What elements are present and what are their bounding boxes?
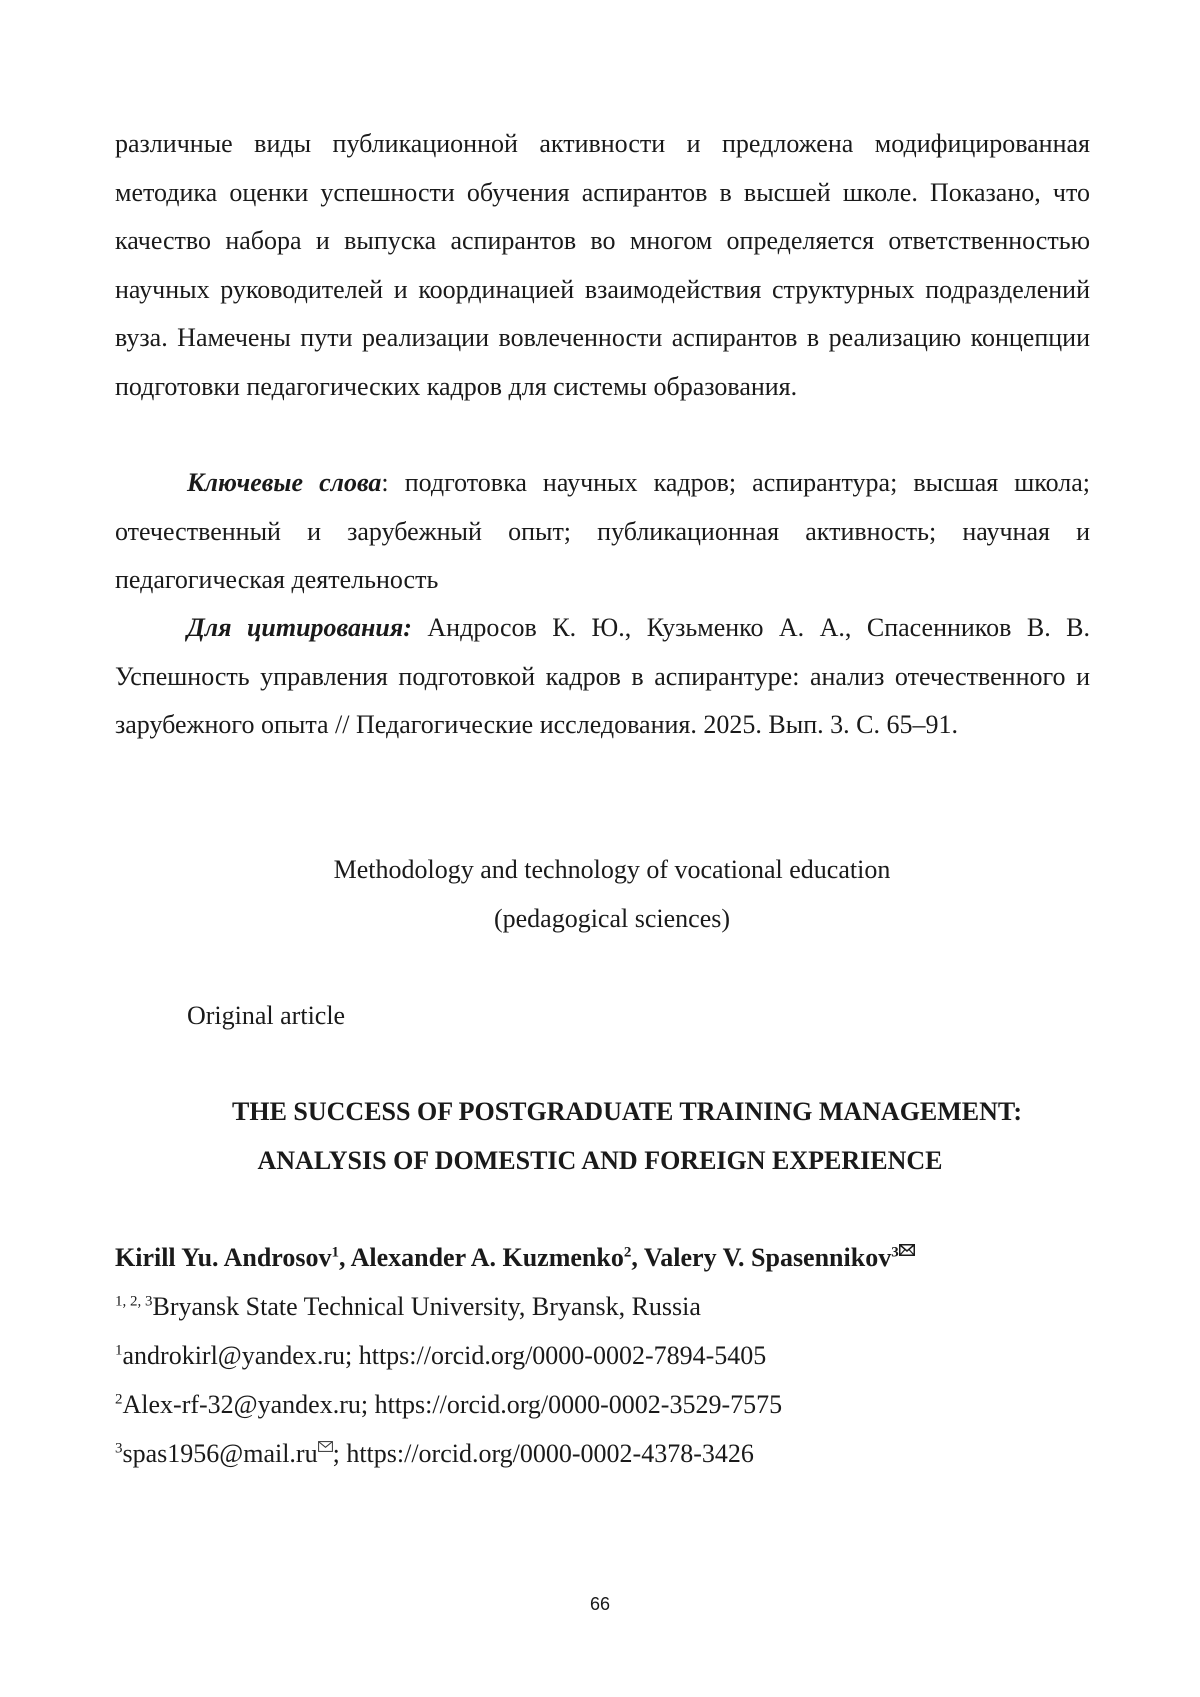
keywords-label: Ключевые слова — [187, 468, 382, 497]
keywords-separator: : — [381, 468, 389, 497]
contact-email[interactable]: Alex-rf-32@yandex.ru — [122, 1390, 361, 1419]
contact-orcid[interactable]: ; https://orcid.org/0000-0002-7894-5405 — [345, 1341, 767, 1370]
affiliation-text: Bryansk State Technical University, Bryansk, Russia — [152, 1292, 701, 1321]
affiliation — [115, 1292, 701, 1322]
author-list — [115, 1243, 915, 1273]
affiliation-marks: 1, 2, 3 — [115, 1293, 153, 1310]
envelope-icon — [318, 1441, 333, 1452]
contact-line-3 — [115, 1439, 754, 1469]
contact-line-2 — [115, 1390, 782, 1420]
article-title-line1: THE SUCCESS OF POSTGRADUATE TRAINING MANAGEMENT: — [232, 1097, 1022, 1126]
author-separator: , — [339, 1243, 351, 1272]
article-title-line2: ANALYSIS OF DOMESTIC AND FOREIGN EXPERIENCE — [257, 1146, 943, 1175]
author-affiliation-mark: 3 — [891, 1244, 899, 1261]
author-name: Alexander A. Kuzmenko — [350, 1243, 624, 1272]
contact-line-1 — [115, 1341, 766, 1371]
author-name: Valery V. Spasennikov — [643, 1243, 892, 1272]
contact-mark: 3 — [115, 1440, 123, 1457]
keywords-text: подготовка научных кадров; аспирантура; высшая школа; отечественный и зарубежный опыт; публикационная активность; научная и педагогическая деятельность — [115, 468, 1091, 594]
author-affiliation-mark: 1 — [331, 1244, 339, 1261]
article-type: Original article — [187, 1001, 346, 1030]
author-name: Kirill Yu. Androsov — [115, 1243, 332, 1272]
envelope-icon — [899, 1244, 915, 1256]
contact-email[interactable]: androkirl@yandex.ru — [122, 1341, 345, 1370]
citation-paragraph — [115, 604, 1090, 750]
citation-text: Андросов К. Ю., Кузьменко А. А., Спасенников В. В. Успешность управления подготовкой кадров в аспирантуре: анализ отечественного и зарубежного опыта // Педагогические исследования. 2025. Вып. 3. С. 65–91. — [115, 613, 1090, 739]
page-number: 66 — [589, 1594, 611, 1614]
contact-email[interactable]: spas1956@mail.ru — [122, 1439, 318, 1468]
contact-orcid[interactable]: ; https://orcid.org/0000-0002-3529-7575 — [360, 1390, 783, 1419]
abstract-continuation: различные виды публикационной активности и предложена модифицированная методика оценки успешности обучения аспирантов в высшей школе. Показано, что качество набора и выпуска аспирантов во многом определяется ответственностью научных руководителей и координацией взаимодействия структурных подразделений вуза. Намечены пути реализации вовлеченности аспирантов в реализацию концепции подготовки педагогических кадров для системы образования. — [115, 129, 1090, 401]
section-heading-line2: (pedagogical sciences) — [493, 904, 731, 933]
citation-label: Для цитирования: — [187, 613, 412, 642]
contact-orcid[interactable]: ; https://orcid.org/0000-0002-4378-3426 — [332, 1439, 754, 1468]
author-separator: , — [631, 1243, 644, 1272]
contact-mark: 2 — [115, 1391, 123, 1408]
contact-mark: 1 — [115, 1342, 123, 1359]
keywords-paragraph — [115, 459, 1090, 605]
section-heading-line1: Methodology and technology of vocational education — [333, 855, 891, 884]
author-affiliation-mark: 2 — [623, 1244, 632, 1261]
